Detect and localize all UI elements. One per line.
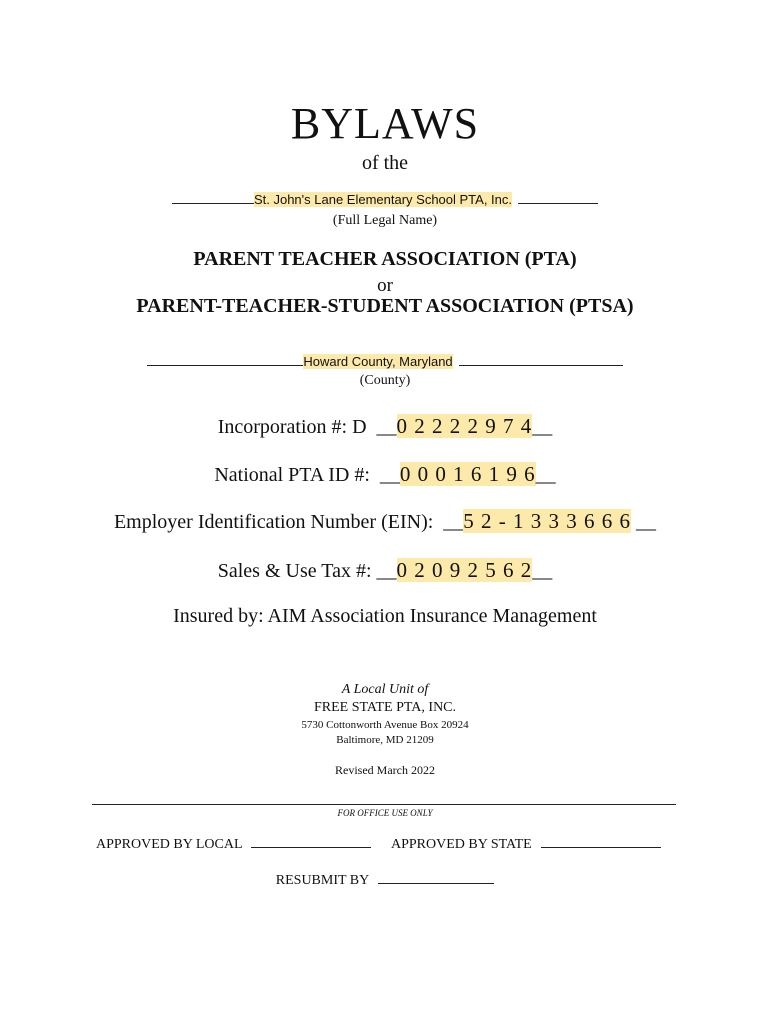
ein-label: Employer Identification Number (EIN): [113,511,434,533]
ptsa-heading: PARENT-TEACHER-STUDENT ASSOCIATION (PTSA) [136,295,634,317]
sales-tax-row: Sales & Use Tax #: __0 2 0 9 2 5 6 2__ [217,558,553,582]
national-pta-id-field[interactable]: 0 0 0 1 6 1 9 6 [399,462,536,486]
legal-name-line [0,192,770,208]
national-pta-id-row: National PTA ID #: __0 0 0 1 6 1 9 6__ [214,462,556,486]
incorporation-row: Incorporation #: D __0 2 2 2 2 9 7 4__ [217,414,553,438]
office-use-divider [92,804,676,805]
national-pta-id-label: National PTA ID #: [214,464,370,486]
address-line-1: 5730 Cottonworth Avenue Box 20924 [301,719,469,731]
blank-underline [147,364,303,366]
blank-underline [518,202,598,204]
document-title: BYLAWS [290,99,480,148]
approved-by-local-label: APPROVED BY LOCAL [96,837,242,852]
approved-by-state-row [391,837,661,853]
county-line [0,354,770,370]
county-caption: (County) [359,373,411,388]
address-line-2: Baltimore, MD 21209 [336,734,434,746]
or-separator: or [377,275,393,296]
state-pta-name: FREE STATE PTA, INC. [313,700,457,715]
blank-underline [172,202,254,204]
approved-by-local-row [96,837,371,853]
county-field[interactable]: Howard County, Maryland [303,354,453,369]
legal-name-field[interactable]: St. John's Lane Elementary School PTA, Inc. [253,192,513,207]
office-use-label: FOR OFFICE USE ONLY [337,808,433,818]
approved-by-state-field[interactable] [541,846,661,848]
document-subtitle: of the [361,152,409,174]
ein-row: Employer Identification Number (EIN): __5 2 - 1 3 3 3 6 6 6 __ [113,509,657,533]
approved-by-state-label: APPROVED BY STATE [391,837,532,852]
blank-underline [459,364,623,366]
sales-tax-field[interactable]: 0 2 0 9 2 5 6 2 [396,558,533,582]
sales-tax-label: Sales & Use Tax #: [217,560,372,582]
insured-by-text: Insured by: AIM Association Insurance Management [173,605,597,627]
incorporation-label: Incorporation #: D [217,416,367,438]
incorporation-number-field[interactable]: 0 2 2 2 2 9 7 4 [396,414,533,438]
legal-name-caption: (Full Legal Name) [332,213,438,228]
pta-heading: PARENT TEACHER ASSOCIATION (PTA) [193,248,577,270]
local-unit-label: A Local Unit of [341,682,429,697]
resubmit-row [0,873,770,889]
approved-by-local-field[interactable] [251,846,371,848]
ein-field[interactable]: 5 2 - 1 3 3 3 6 6 6 [463,509,632,533]
resubmit-field[interactable] [378,882,494,884]
resubmit-label: RESUBMIT BY [275,873,369,888]
revision-date: Revised March 2022 [335,763,435,777]
